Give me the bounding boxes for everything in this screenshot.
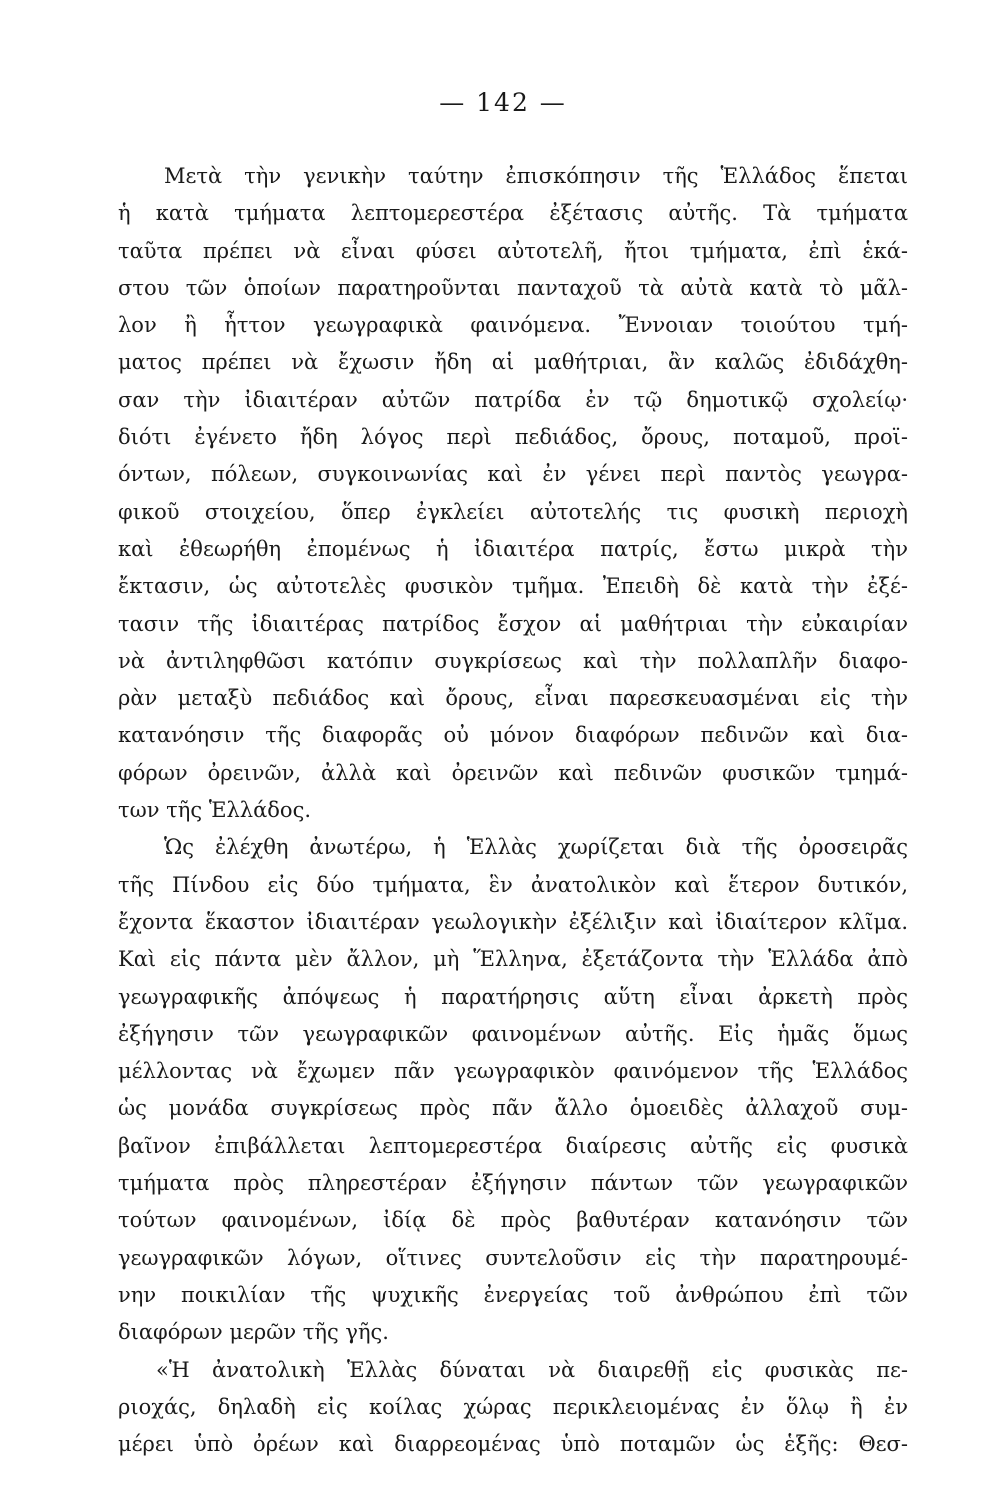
text-line: ἔχοντα ἕκαστον ἰδιαιτέραν γεωλογικὴν ἐξέλιξιν καὶ ἰδιαίτερον κλῖμα. (118, 909, 908, 934)
text-line: γεωγραφικῶν λόγων, οἵτινες συντελοῦσιν εἰς τὴν παρατηρουμέ- (118, 1245, 908, 1270)
text-line: Καὶ εἰς πάντα μὲν ἄλλον, μὴ Ἕλληνα, ἐξετάζοντα τὴν Ἑλλάδα ἀπὸ (118, 947, 908, 972)
page-number: — 142 — (439, 88, 567, 117)
text-line: ἡ κατὰ τμήματα λεπτομερεστέρα ἐξέτασις αὐτῆς. Τὰ τμήματα (118, 201, 908, 226)
text-line: γεωγραφικῆς ἀπόψεως ἡ παρατήρησις αὕτη εἶναι ἀρκετὴ πρὸς (118, 984, 908, 1009)
text-line: καὶ ἐθεωρήθη ἐπομένως ἡ ἰδιαιτέρα πατρίς, ἔστω μικρὰ τὴν (118, 536, 908, 561)
text-line: διαφόρων μερῶν τῆς γῆς. (118, 1320, 389, 1345)
text-line: ἔκτασιν, ὡς αὐτοτελὲς φυσικὸν τμῆμα. Ἐπειδὴ δὲ κατὰ τὴν ἐξέ- (118, 574, 908, 599)
text-line: ἐξήγησιν τῶν γεωγραφικῶν φαινομένων αὐτῆς. Εἰς ἡμᾶς ὅμως (118, 1021, 908, 1046)
text-line: στου τῶν ὁποίων παρατηροῦνται πανταχοῦ τὰ αὐτὰ κατὰ τὸ μᾶλ- (118, 275, 908, 300)
text-line: τούτων φαινομένων, ἰδίᾳ δὲ πρὸς βαθυτέραν κατανόησιν τῶν (118, 1208, 908, 1233)
text-line: ματος πρέπει νὰ ἔχωσιν ἤδη αἱ μαθήτριαι, ἂν καλῶς ἐδιδάχθη- (118, 350, 908, 375)
text-line: φικοῦ στοιχείου, ὅπερ ἐγκλείει αὐτοτελής τις φυσικὴ περιοχὴ (118, 499, 908, 524)
text-line: «Ἡ ἀνατολικὴ Ἑλλὰς δύναται νὰ διαιρεθῇ εἰς φυσικὰς πε- (156, 1357, 908, 1382)
text-line: τμήματα πρὸς πληρεστέραν ἐξήγησιν πάντων τῶν γεωγραφικῶν (118, 1171, 908, 1196)
text-line: λον ἢ ἧττον γεωγραφικὰ φαινόμενα. Ἔννοιαν τοιούτου τμή- (118, 313, 908, 338)
text-line: ρὰν μεταξὺ πεδιάδος καὶ ὄρους, εἶναι παρεσκευασμέναι εἰς τὴν (118, 686, 908, 711)
text-line: διότι ἐγένετο ἤδη λόγος περὶ πεδιάδος, ὄρους, ποταμοῦ, προϊ- (118, 425, 908, 450)
text-line: Ὡς ἐλέχθη ἀνωτέρω, ἡ Ἑλλὰς χωρίζεται διὰ τῆς ὀροσειρᾶς (164, 835, 908, 860)
text-line: τῆς Πίνδου εἰς δύο τμήματα, ἓν ἀνατολικὸν καὶ ἕτερον δυτικόν, (118, 872, 908, 897)
text-line: ὡς μονάδα συγκρίσεως πρὸς πᾶν ἄλλο ὁμοειδὲς ἀλλαχοῦ συμ- (118, 1096, 908, 1121)
text-line: νην ποικιλίαν τῆς ψυχικῆς ἐνεργείας τοῦ ἀνθρώπου ἐπὶ τῶν (118, 1282, 908, 1307)
text-line: σαν τὴν ἰδιαιτέραν αὐτῶν πατρίδα ἐν τῷ δημοτικῷ σχολείῳ· (118, 387, 908, 412)
text-line: τασιν τῆς ἰδιαιτέρας πατρίδος ἔσχον αἱ μαθήτριαι τὴν εὐκαιρίαν (118, 611, 908, 636)
text-line: νὰ ἀντιληφθῶσι κατόπιν συγκρίσεως καὶ τὴν πολλαπλῆν διαφο- (118, 648, 908, 673)
text-line: των τῆς Ἑλλάδος. (118, 798, 312, 823)
text-line: φόρων ὀρεινῶν, ἀλλὰ καὶ ὀρεινῶν καὶ πεδινῶν φυσικῶν τμημά- (118, 760, 908, 785)
text-line: Μετὰ τὴν γενικὴν ταύτην ἐπισκόπησιν τῆς Ἑλλάδος ἕπεται (164, 164, 908, 188)
text-line: κατανόησιν τῆς διαφορᾶς οὐ μόνον διαφόρων πεδινῶν καὶ δια- (118, 723, 908, 748)
text-line: μέλλοντας νὰ ἔχωμεν πᾶν γεωγραφικὸν φαινόμενον τῆς Ἑλλάδος (118, 1059, 908, 1084)
text-line: βαῖνον ἐπιβάλλεται λεπτομερεστέρα διαίρεσις αὐτῆς εἰς φυσικὰ (118, 1133, 908, 1158)
text-line: όντων, πόλεων, συγκοινωνίας καὶ ἐν γένει περὶ παντὸς γεωγρα- (118, 462, 908, 487)
text-line: ριοχάς, δηλαδὴ εἰς κοίλας χώρας περικλειομένας ἐν ὅλῳ ἢ ἐν (118, 1394, 908, 1419)
text-line: μέρει ὑπὸ ὀρέων καὶ διαρρεομένας ὑπὸ ποταμῶν ὡς ἑξῆς: Θεσ- (118, 1432, 908, 1457)
text-line: ταῦτα πρέπει νὰ εἶναι φύσει αὐτοτελῆ, ἤτοι τμήματα, ἐπὶ ἑκά- (118, 238, 908, 263)
body-text (118, 158, 908, 1463)
